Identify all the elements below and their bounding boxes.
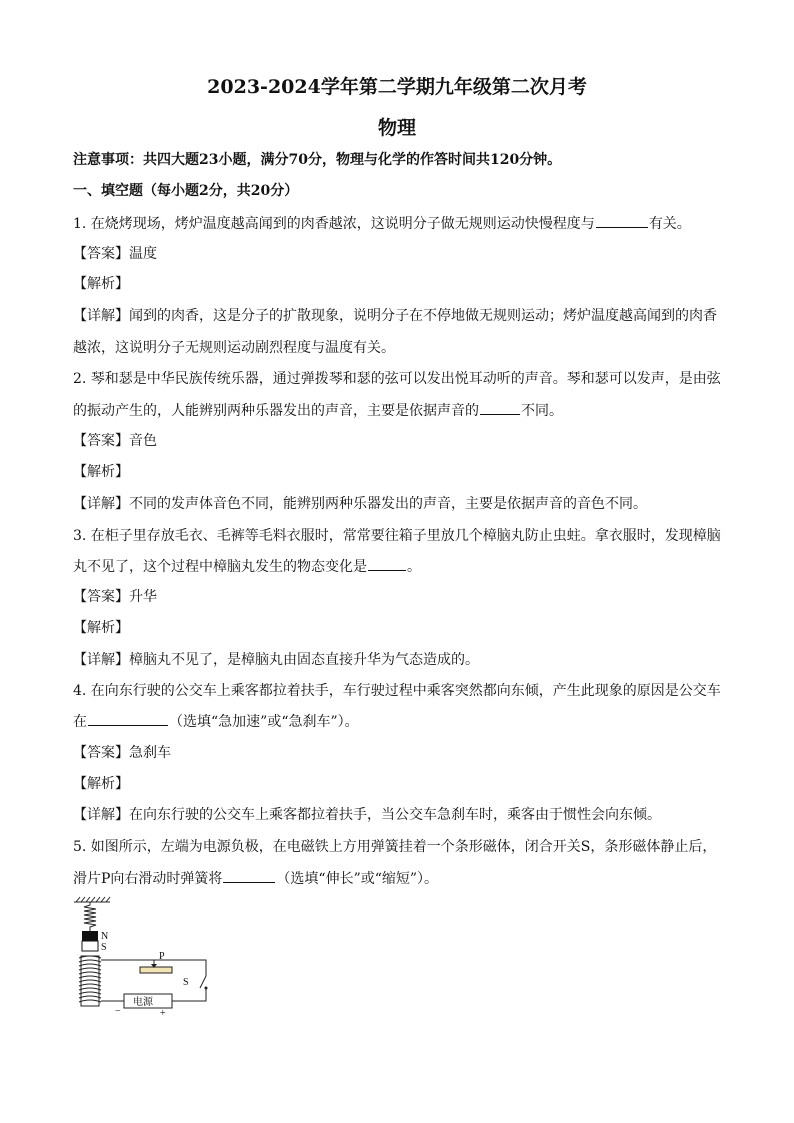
answer-value: 急刹车 xyxy=(129,745,171,761)
question-3-line1: 3. 在柜子里存放毛衣、毛裤等毛料衣服时，常常要往箱子里放几个樟脑丸防止虫蛀。拿衣服时，发现樟脑 xyxy=(73,528,721,544)
section-heading: 一、填空题（每小题2分，共20分） xyxy=(73,183,299,199)
detail-label: 【详解】 xyxy=(73,308,129,324)
detail-text: 闻到的肉香，这是分子的扩散现象，说明分子在不停地做无规则运动；烤炉温度越高闻到的肉香 xyxy=(129,308,717,324)
question-5-line1: 5. 如图所示，左端为电源负极，在电磁铁上方用弹簧挂着一个条形磁体，闭合开关S，条形磁体静止后， xyxy=(73,839,717,855)
answer-3 xyxy=(73,587,157,607)
ceiling-hatch xyxy=(74,897,110,902)
exam-title: 2023-2024学年第二学期九年级第二次月考 xyxy=(207,76,587,98)
slider-label: P xyxy=(159,951,165,962)
analysis-4: 【解析】 xyxy=(73,776,129,792)
answer-value: 音色 xyxy=(129,433,157,449)
answer-blank xyxy=(368,556,406,571)
detail-label: 【详解】 xyxy=(73,807,129,823)
question-2-text: 的振动产生的，人能辨别两种乐器发出的声音，主要是依据声音的 xyxy=(73,403,479,419)
pole-s-label: S xyxy=(101,942,107,953)
answer-4 xyxy=(73,743,171,763)
answer-blank xyxy=(480,400,520,415)
question-5-line2 xyxy=(73,868,438,889)
answer-1 xyxy=(73,244,157,264)
rheostat xyxy=(140,967,172,973)
power-source-label: 电源 xyxy=(133,997,153,1008)
switch-s xyxy=(200,976,206,988)
question-2-line2 xyxy=(73,400,563,421)
minus-label: − xyxy=(115,1006,121,1017)
detail-3 xyxy=(73,650,479,670)
question-3-tail: 。 xyxy=(407,559,421,575)
question-4-tail: （选填“急加速”或“急刹车”）。 xyxy=(169,714,359,730)
question-1-text: 1. 在烧烤现场，烤炉温度越高闻到的肉香越浓，这说明分子做无规则运动快慢程度与 xyxy=(73,216,595,232)
switch-contact xyxy=(205,987,208,990)
question-1-tail: 有关。 xyxy=(648,216,691,232)
answer-blank xyxy=(596,213,648,228)
subject-title: 物理 xyxy=(377,117,416,139)
analysis-1: 【解析】 xyxy=(73,276,129,292)
question-2-line1: 2. 琴和瑟是中华民族传统乐器，通过弹拨琴和瑟的弦可以发出悦耳动听的声音。琴和瑟可以发声，是由弦 xyxy=(73,371,721,387)
question-4-text: 在 xyxy=(73,714,87,730)
question-2-tail: 不同。 xyxy=(521,403,563,419)
answer-label: 【答案】 xyxy=(73,433,129,449)
detail-1-cont: 越浓，这说明分子无规则运动剧烈程度与温度有关。 xyxy=(73,340,395,356)
answer-2 xyxy=(73,431,157,451)
question-4-line2 xyxy=(73,711,359,732)
answer-value: 温度 xyxy=(129,246,157,262)
notice: 注意事项：共四大题23小题，满分70分，物理与化学的作答时间共120分钟。 xyxy=(73,152,562,168)
question-3-text: 丸不见了，这个过程中樟脑丸发生的物态变化是 xyxy=(73,559,367,575)
detail-label: 【详解】 xyxy=(73,652,129,668)
pole-n-label: N xyxy=(101,931,109,942)
analysis-3: 【解析】 xyxy=(73,620,129,636)
bar-magnet-s xyxy=(82,941,98,951)
question-1 xyxy=(73,213,691,234)
answer-blank xyxy=(88,711,168,726)
bar-magnet-n xyxy=(82,931,98,941)
detail-text: 樟脑丸不见了，是樟脑丸由固态直接升华为气态造成的。 xyxy=(129,652,479,668)
detail-text: 不同的发声体音色不同，能辨别两种乐器发出的声音，主要是依据声音的音色不同。 xyxy=(129,496,647,512)
question-5-text: 滑片P向右滑动时弹簧将 xyxy=(73,871,223,887)
answer-label: 【答案】 xyxy=(73,246,129,262)
analysis-2: 【解析】 xyxy=(73,464,129,480)
answer-blank xyxy=(223,868,275,883)
question-4-line1: 4. 在向东行驶的公交车上乘客都拉着扶手，车行驶过程中乘客突然都向东倾，产生此现象的原因是公交车 xyxy=(73,683,721,699)
detail-text: 在向东行驶的公交车上乘客都拉着扶手，当公交车急刹车时，乘客由于惯性会向东倾。 xyxy=(129,807,661,823)
detail-1 xyxy=(73,306,717,326)
question-3-line2 xyxy=(73,556,421,577)
question-5-tail: （选填“伸长”或“缩短”）。 xyxy=(276,871,439,887)
detail-2 xyxy=(73,494,647,514)
spring xyxy=(84,902,96,931)
answer-label: 【答案】 xyxy=(73,589,129,605)
detail-label: 【详解】 xyxy=(73,496,129,512)
switch-label: S xyxy=(183,977,189,988)
answer-label: 【答案】 xyxy=(73,745,129,761)
answer-value: 升华 xyxy=(129,589,157,605)
detail-4 xyxy=(73,805,661,825)
electromagnet-figure xyxy=(68,896,218,1018)
plus-label: + xyxy=(160,1008,166,1018)
electromagnet xyxy=(79,956,101,1006)
